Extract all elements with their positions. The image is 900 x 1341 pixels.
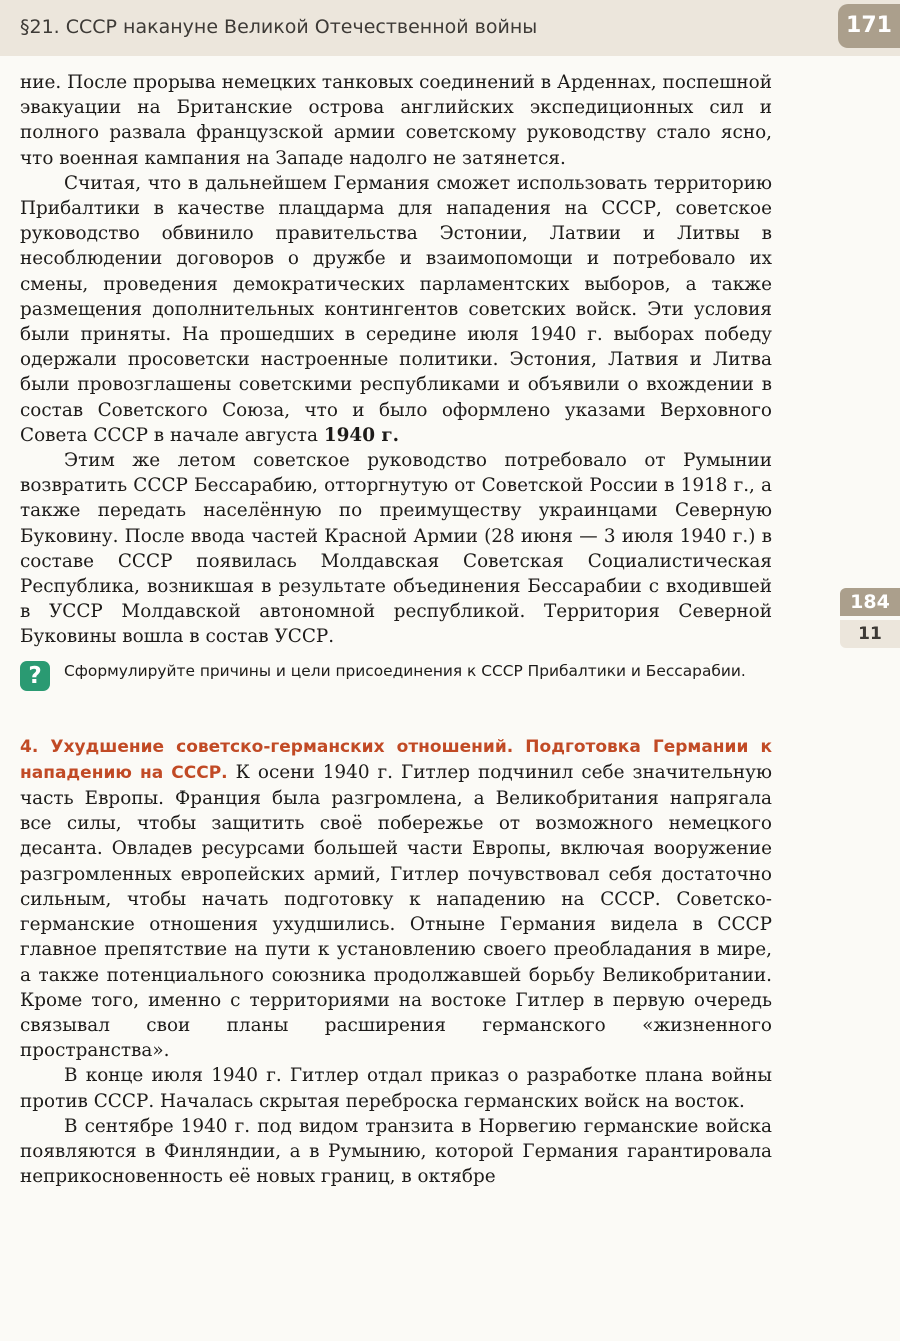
section-heading: 4. Ухудшение советско-германских отношений. Подготовка Германии к нападению на СССР. bbox=[20, 736, 772, 783]
page-body bbox=[20, 70, 772, 1189]
paragraph-baltics-text: Считая, что в дальнейшем Германия сможет использовать территорию Прибалтики в качестве плацдарма для нападения на СССР, советское руководство обвинило правительства Эстонии, Латвии и Литвы в несоблюдении договоров о дружбе и взаимопомощи и потребовало их смены, проведения демократических парламентских выборов, а также размещения дополнительных контингентов советских войск. Эти условия были приняты. На прошедших в середине июля 1940 г. выборах победу одержали просоветски настроенные политики. Эстония, Латвия и Литва были провозглашены советскими республиками и объявили о вхождении в состав Советского Союза, что и было оформлено указами Верховного Совета СССР в начале августа bbox=[20, 172, 772, 446]
page-header bbox=[0, 0, 900, 56]
question-icon: ? bbox=[20, 661, 50, 691]
question-block bbox=[20, 659, 772, 709]
page-number-tab: 171 bbox=[838, 4, 900, 48]
paragraph-reference-tab[interactable]: 11 bbox=[840, 620, 900, 648]
paragraph-bessarabia: Этим же летом советское руководство потребовало от Румынии возвратить СССР Бессарабию, отторгнутую от Советской России в 1918 г., а также передать населённую по преимуществу украинцами Северную Буковину. После ввода частей Красной Армии (28 июня — 3 июля 1940 г.) в составе СССР появилась Молдавская Советская Социалистическая Республика, возникшая в результате объединения Бессарабии с входившей в УССР Молдавской автономной республикой. Территория Северной Буковины вошла в состав УССР. bbox=[20, 450, 772, 648]
paragraph-continuation: ние. После прорыва немецких танковых соединений в Арденнах, поспешной эвакуации на Британские острова английских экспедиционных сил и полного развала французской армии советскому руководству стало ясно, что военная кампания на Западе надолго не затянется. bbox=[20, 72, 772, 169]
page-reference-tab[interactable]: 184 bbox=[840, 588, 900, 616]
question-text: Сформулируйте причины и цели присоединения к СССР Прибалтики и Бессарабии. bbox=[64, 661, 746, 680]
section-paragraph bbox=[20, 734, 772, 1064]
bold-year: 1940 г. bbox=[323, 424, 400, 446]
header-title: §21. СССР накануне Великой Отечественной войны bbox=[20, 16, 538, 38]
section-paragraph-text: К осени 1940 г. Гитлер подчинил себе значительную часть Европы. Франция была разгромлена, а Великобритания напрягала все силы, чтобы защитить своё побережье от возможного немецкого десанта. Овладев ресурсами большей части Европы, включая вооружение разгромленных европейских армий, Гитлер почувствовал себя достаточно сильным, чтобы начать подготовку к нападению на СССР. Советско-германские отношения ухудшились. Отныне Германия видела в СССР главное препятствие на пути к установлению своего преобладания в мире, а также потенциального союзника продолжавшей борьбу Великобритании. Кроме того, именно с территориями на востоке Гитлер в первую очередь связывал свои планы расширения германского «жизненного пространства». bbox=[20, 761, 772, 1062]
paragraph-finland-romania: В сентябре 1940 г. под видом транзита в Норвегию германские войска появляются в Финляндии, а в Румынию, которой Германия гарантировала неприкосновенность её новых границ, в октябре bbox=[20, 1115, 772, 1188]
paragraph-war-plan: В конце июля 1940 г. Гитлер отдал приказ о разработке плана войны против СССР. Началась скрытая переброска германских войск на восток. bbox=[20, 1065, 772, 1112]
paragraph-baltics bbox=[20, 171, 772, 448]
